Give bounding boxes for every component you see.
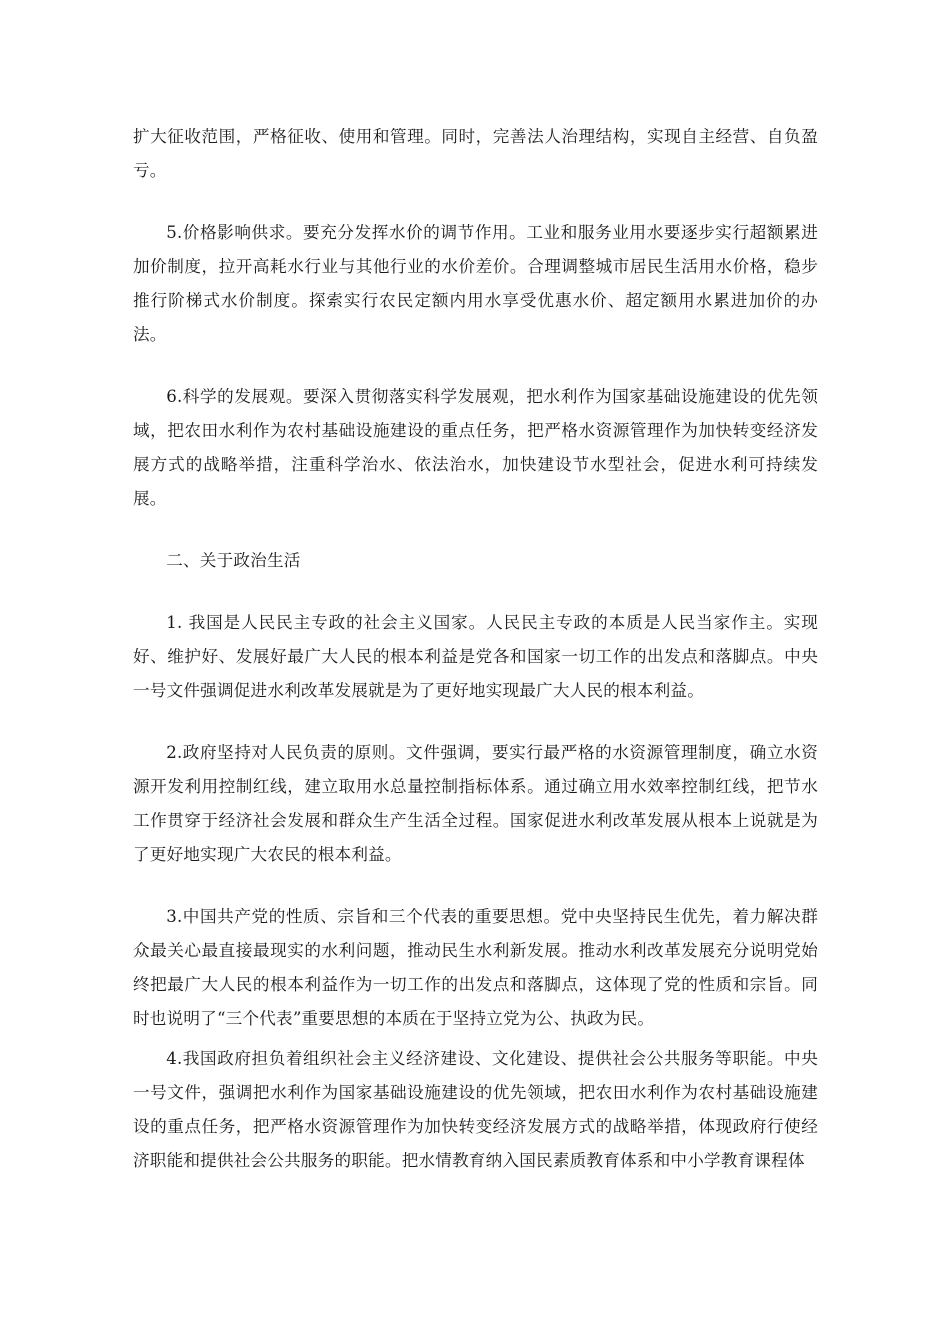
paragraph-government-responsibility: 2.政府坚持对人民负责的原则。文件强调，要实行最严格的水资源管理制度，确立水资源开发利用控制红线，建立取用水总量控制指标体系。通过确立用水效率控制红线，把节水工作贯穿于经济社会发展和群众生产生活全过程。国家促进水利改革发展从根本上说就是为了更好地实现广大农民的根本利益。 <box>133 743 818 864</box>
paragraph-scientific-development: 6.科学的发展观。要深入贯彻落实科学发展观，把水利作为国家基础设施建设的优先领域，把农田水利作为农村基础设施建设的重点任务，把严格水资源管理作为加快转变经济发展方式的战略举措，注重科学治水、依法治水，加快建设节水型社会，促进水利可持续发展。 <box>133 387 818 508</box>
paragraph-party-nature: 3.中国共产党的性质、宗旨和三个代表的重要思想。党中央坚持民生优先，着力解决群众最关心最直接最现实的水利问题，推动民生水利新发展。推动水利改革发展充分说明党始终把最广大人民的根本利益作为一切工作的出发点和落脚点，这体现了党的性质和宗旨。同时也说明了“三个代表”重要思想的本质在于坚持立党为公、执政为民。 <box>133 907 818 1028</box>
document-page <box>133 120 818 1178</box>
paragraph-people-democracy: 1. 我国是人民民主专政的社会主义国家。人民民主专政的本质是人民当家作主。实现好、维护好、发展好最广大人民的根本利益是党各和国家一切工作的出发点和落脚点。中央一号文件强调促进水利改革发展就是为了更好地实现最广大人民的根本利益。 <box>133 613 818 700</box>
paragraph-government-functions: 4.我国政府担负着组织社会主义经济建设、文化建设、提供社会公共服务等职能。中央一号文件，强调把水利作为国家基础设施建设的优先领域，把农田水利作为农村基础设施建设的重点任务，把严格水资源管理作为加快转变经济发展方式的战略举措，体现政府行使经济职能和提供社会公共服务的职能。把水情教育纳入国民素质教育体系和中小学教育课程体 <box>133 1049 818 1170</box>
section-heading-politics: 二、关于政治生活 <box>166 551 301 570</box>
paragraph-continuation: 扩大征收范围，严格征收、使用和管理。同时，完善法人治理结构，实现自主经营、自负盈亏。 <box>133 127 818 180</box>
paragraph-price-supply: 5.价格影响供求。要充分发挥水价的调节作用。工业和服务业用水要逐步实行超额累进加价制度，拉开高耗水行业与其他行业的水价差价。合理调整城市居民生活用水价格，稳步推行阶梯式水价制度。探索实行农民定额内用水享受优惠水价、超定额用水累进加价的办法。 <box>133 223 818 344</box>
